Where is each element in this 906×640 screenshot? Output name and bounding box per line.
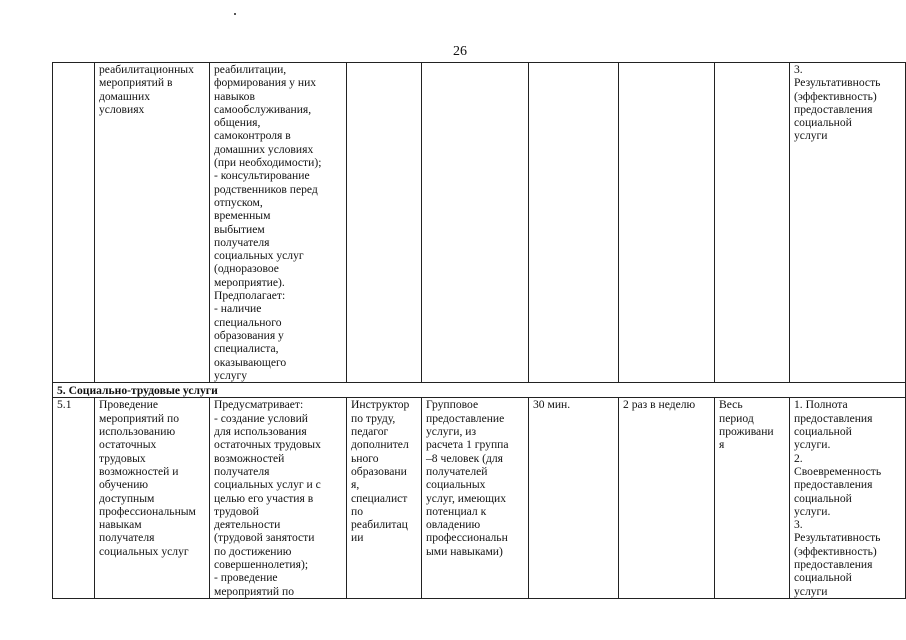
page-number: 26	[453, 44, 467, 59]
cell-service-name: Проведение мероприятий по использованию остаточных трудовых возможностей и обучению доступным профессиональным навыкам получателя социальных услуг	[95, 398, 210, 598]
cell-service-name: реабилитационных мероприятий в домашних условиях	[95, 63, 210, 383]
cell-service-description: реабилитации, формирования у них навыков самообслуживания, общения, самоконтроля в домашних условиях (при необходимости); - консультирование родственников перед отпуском, временным выбытием получателя социальных услуг (одноразовое мероприятие). Предполагает: - наличие специального образования у специалиста, оказывающего услугу	[210, 63, 347, 383]
cell-duration	[529, 63, 619, 383]
cell-period	[715, 63, 790, 383]
table-row-5-1	[53, 398, 906, 598]
cell-duration: 30 мин.	[529, 398, 619, 598]
section-title: 5. Социально-трудовые услуги	[53, 383, 906, 398]
cell-form	[422, 63, 529, 383]
cell-frequency: 2 раз в неделю	[619, 398, 715, 598]
cell-period: Весь период проживани я	[715, 398, 790, 598]
cell-num	[53, 63, 95, 383]
cell-indicators: 1. Полнота предоставления социальной услуги. 2. Своевременность предоставления социальной услуги. 3. Результативность (эффективность) предоставления социальной услуги	[790, 398, 906, 598]
cell-num: 5.1	[53, 398, 95, 598]
cell-form: Групповое предоставление услуги, из расчета 1 группа –8 человек (для получателей социальных услуг, имеющих потенциал к овладению профессиональн ыми навыками)	[422, 398, 529, 598]
cell-executor: Инструктор по труду, педагог дополнител ьного образовани я, специалист по реабилитац ии	[347, 398, 422, 598]
cell-indicators: 3. Результативность (эффективность) предоставления социальной услуги	[790, 63, 906, 383]
cell-frequency	[619, 63, 715, 383]
cell-executor	[347, 63, 422, 383]
section-row	[53, 383, 906, 398]
services-table	[52, 62, 906, 599]
scan-speck	[234, 13, 236, 15]
cell-service-description: Предусматривает: - создание условий для использования остаточных трудовых возможностей получателя социальных услуг и с целью его участия в трудовой деятельности (трудовой занятости по достижению совершеннолетия); - проведение мероприятий по	[210, 398, 347, 598]
table-row-continued	[53, 63, 906, 383]
